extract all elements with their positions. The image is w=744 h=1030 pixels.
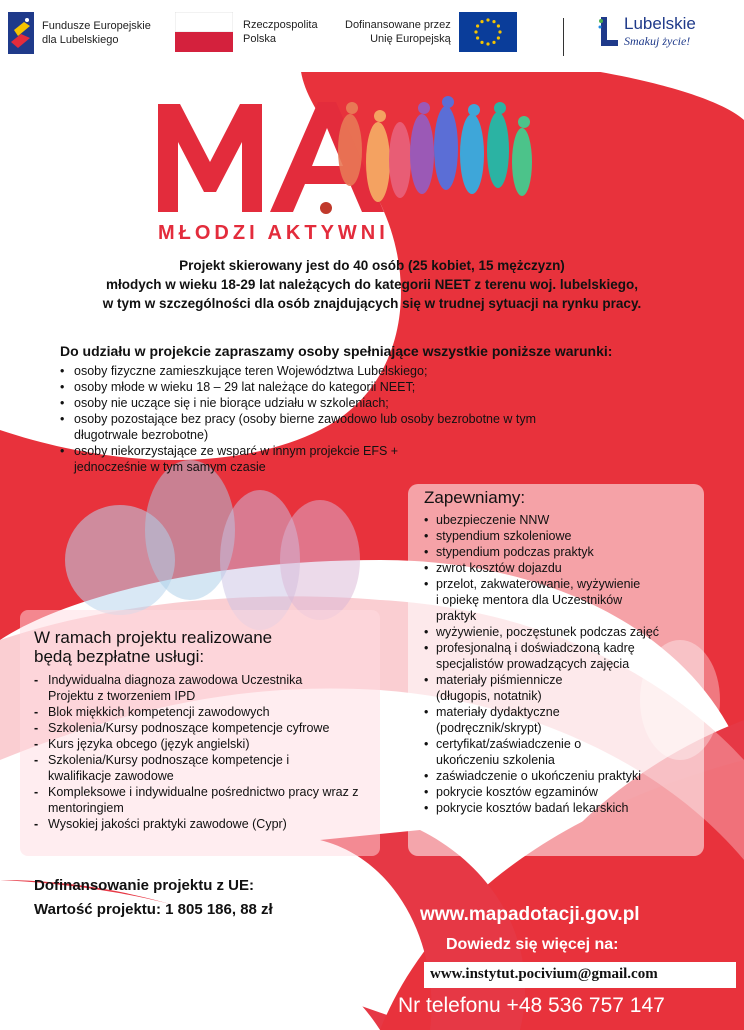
list-item: - Blok miękkich kompetencji zawodowych	[34, 704, 379, 720]
lubelskie-tagline: Smakuj życie!	[624, 34, 691, 48]
list-item: • materiały piśmiennicze (długopis, notatnik)	[424, 672, 616, 704]
list-item: • osoby fizyczne zamieszkujące teren Województwa Lubelskiego;	[60, 363, 660, 379]
list-item: • osoby niekorzystające ze wsparć w innym projekcie EFS + jednocześnie w tym samym czasie	[60, 443, 434, 475]
list-item: - Szkolenia/Kursy podnoszące kompetencje i kwalifikacje zawodowe	[34, 752, 328, 784]
services-heading-line1: W ramach projektu realizowane	[34, 628, 273, 647]
list-item: - Szkolenia/Kursy podnoszące kompetencje cyfrowe	[34, 720, 379, 736]
list-item: • stypendium podczas praktyk	[424, 544, 714, 560]
intro-line2: młodych w wieku 18-29 lat należących do kategorii NEET z terenu woj. lubelskiego,	[106, 277, 638, 292]
list-item: - Kompleksowe i indywidualne pośrednictwo pracy wraz z mentoringiem	[34, 784, 368, 816]
eu-logo	[345, 12, 517, 52]
services-heading	[34, 628, 379, 666]
logo-header	[0, 0, 744, 72]
learn-more-text: Dowiedz się więcej na:	[446, 936, 619, 953]
list-item: - Wysokiej jakości praktyki zawodowe (Cypr)	[34, 816, 379, 832]
phone-number[interactable]: Nr telefonu +48 536 757 147	[398, 994, 665, 1017]
list-item: • pokrycie kosztów badań lekarskich	[424, 800, 714, 816]
services-list	[34, 672, 379, 832]
list-item: • zwrot kosztów dojazdu	[424, 560, 714, 576]
eu-funding-label: Dofinansowanie projektu z UE:	[34, 877, 255, 894]
intro-text	[30, 256, 714, 313]
list-item: • certyfikat/zaświadczenie o ukończeniu szkolenia	[424, 736, 626, 768]
lubelskie-name: Lubelskie	[624, 14, 696, 33]
intro-line3: w tym w szczególności dla osób znajdujących się w trudnej sytuacji na rynku pracy.	[102, 296, 642, 311]
total-value-row	[34, 898, 366, 922]
total-value-label: Wartość projektu:	[34, 901, 161, 918]
rp-logo-line1: Rzeczpospolita	[243, 19, 318, 31]
lubelskie-logo-icon	[598, 15, 620, 49]
eu-flag-icon	[459, 12, 517, 52]
fe-logo-line2: dla Lubelskiego	[42, 34, 119, 46]
lubelskie-logo	[598, 14, 696, 49]
conditions-list	[60, 363, 660, 475]
rp-logo-line2: Polska	[243, 33, 277, 45]
list-item: - Kurs języka obcego (język angielski)	[34, 736, 379, 752]
list-item: • profesjonalną i doświadczoną kadrę specjalistów prowadzących zajęcia	[424, 640, 686, 672]
fe-logo-icon	[8, 12, 34, 54]
website-link[interactable]: www.mapadotacji.gov.pl	[420, 904, 640, 925]
list-item: • pokrycie kosztów egzaminów	[424, 784, 714, 800]
eu-logo-line2: Unię Europejską	[370, 33, 451, 45]
eu-funding-value: 1 534 408, 84 zł	[258, 877, 366, 894]
rp-logo	[175, 12, 318, 52]
services-section	[34, 628, 379, 832]
services-heading-line2: będą bezpłatne usługi:	[34, 647, 205, 666]
eu-logo-line1: Dofinansowane przez	[345, 19, 451, 31]
list-item: • przelot, zakwaterowanie, wyżywienie i opiekę mentora dla Uczestników praktyk	[424, 576, 646, 624]
eu-funding-row	[34, 874, 366, 898]
list-item: • zaświadczenie o ukończeniu praktyki	[424, 768, 714, 784]
email-link[interactable]: www.instytut.pocivium@gmail.com	[430, 966, 658, 982]
funding-info	[34, 874, 366, 922]
fe-logo-line1: Fundusze Europejskie	[42, 20, 151, 32]
guarantees-section	[424, 488, 714, 816]
fe-logo	[8, 12, 151, 54]
brand-title: MŁODZI AKTYWNI	[158, 222, 389, 244]
conditions-section	[60, 343, 660, 475]
polish-flag-icon	[175, 12, 233, 52]
total-value-amount: 1 805 186, 88 zł	[165, 901, 273, 918]
list-item: • osoby młode w wieku 18 – 29 lat należące do kategorii NEET;	[60, 379, 660, 395]
list-item: • osoby nie uczące się i nie biorące udziału w szkoleniach;	[60, 395, 660, 411]
header-divider	[563, 18, 564, 56]
guarantees-list	[424, 512, 714, 816]
guarantees-heading: Zapewniamy:	[424, 488, 526, 507]
mlodzi-aktywni-logo	[150, 92, 570, 227]
list-item: - Indywidualna diagnoza zawodowa Uczestnika Projektu z tworzeniem IPD	[34, 672, 318, 704]
intro-line1: Projekt skierowany jest do 40 osób (25 kobiet, 15 mężczyzn)	[179, 258, 565, 273]
list-item: • materiały dydaktyczne (podręcznik/skrypt)	[424, 704, 616, 736]
list-item: • stypendium szkoleniowe	[424, 528, 714, 544]
list-item: • wyżywienie, poczęstunek podczas zajęć	[424, 624, 714, 640]
list-item: • osoby pozostające bez pracy (osoby bierne zawodowo lub osoby bezrobotne w tym długotrwale bezrobotne)	[60, 411, 574, 443]
conditions-heading: Do udziału w projekcie zapraszamy osoby spełniające wszystkie poniższe warunki:	[60, 343, 613, 359]
list-item: • ubezpieczenie NNW	[424, 512, 714, 528]
